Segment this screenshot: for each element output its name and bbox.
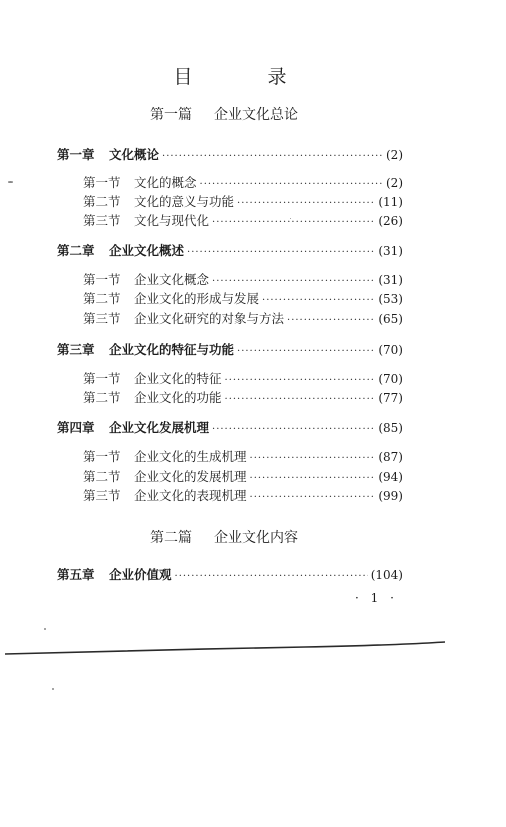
toc-entry-chapter[interactable]: [57, 342, 403, 360]
dot-leader: [250, 490, 376, 506]
page-number: (85): [378, 421, 403, 435]
section-title: 文化的概念: [134, 175, 197, 190]
dot-leader: [250, 451, 376, 467]
page-number: (70): [378, 343, 403, 357]
part-name: 企业文化内容: [214, 530, 298, 546]
toc-entry-section[interactable]: [83, 469, 403, 487]
section-title: 企业文化研究的对象与方法: [134, 311, 285, 326]
toc-entry-section[interactable]: [83, 194, 403, 212]
chapter-title: 企业文化发展机理: [109, 420, 210, 435]
part-label: 第一篇: [150, 107, 192, 123]
dot-leader: [262, 293, 375, 309]
page-number: (2): [386, 176, 403, 190]
toc-entry-chapter[interactable]: [57, 567, 403, 585]
section-number: 第二节: [83, 291, 121, 306]
section-title: 企业文化的功能: [134, 390, 222, 405]
section-title: 企业文化的发展机理: [134, 469, 247, 484]
section-number: 第二节: [83, 194, 121, 209]
page-number: (65): [378, 312, 403, 326]
toc-entry-section[interactable]: [83, 272, 403, 290]
page-number: (53): [378, 292, 403, 306]
scan-edge-line: [5, 640, 445, 660]
dot-leader: [237, 196, 375, 212]
page-number: (99): [378, 489, 403, 503]
page-number: (87): [378, 450, 403, 464]
dot-leader: [225, 373, 376, 389]
chapter-title: 企业文化概述: [109, 243, 185, 258]
part-heading: [150, 104, 298, 124]
toc-entry-section[interactable]: [83, 488, 403, 506]
page-title: 目 录: [173, 66, 315, 88]
part-heading: [150, 527, 298, 547]
page-number: (31): [378, 273, 403, 287]
section-title: 文化的意义与功能: [134, 194, 235, 209]
dot-leader: [187, 245, 375, 261]
page-number: (94): [378, 470, 403, 484]
section-number: 第一节: [83, 272, 121, 287]
toc-entry-chapter[interactable]: [57, 147, 403, 165]
section-title: 企业文化的表现机理: [134, 488, 247, 503]
chapter-number: 第一章: [57, 147, 95, 162]
toc-entry-section[interactable]: [83, 213, 403, 231]
scan-speck: [52, 688, 54, 690]
chapter-number: 第五章: [57, 567, 95, 582]
section-title: 企业文化的特征: [134, 371, 222, 386]
section-title: 企业文化的生成机理: [134, 449, 247, 464]
toc-entry-section[interactable]: [83, 390, 403, 408]
page-number: (70): [378, 372, 403, 386]
page-number: (77): [378, 391, 403, 405]
part-name: 企业文化总论: [214, 107, 298, 123]
section-title: 企业文化概念: [134, 272, 210, 287]
section-number: 第三节: [83, 488, 121, 503]
dot-leader: [200, 177, 383, 193]
page-number: (11): [378, 195, 403, 209]
toc-entry-section[interactable]: [83, 311, 403, 329]
dot-leader: [237, 344, 375, 360]
scan-speck: [290, 218, 291, 219]
chapter-number: 第三章: [57, 342, 95, 357]
dot-leader: [287, 313, 375, 329]
dot-leader: [212, 274, 375, 290]
dot-leader: [162, 149, 383, 165]
section-title: 文化与现代化: [134, 213, 210, 228]
chapter-number: 第二章: [57, 243, 95, 258]
section-number: 第一节: [83, 175, 121, 190]
toc-entry-chapter[interactable]: [57, 420, 403, 438]
dot-leader: [212, 215, 375, 231]
toc-entry-section[interactable]: [83, 175, 403, 193]
section-number: 第三节: [83, 213, 121, 228]
toc-entry-section[interactable]: [83, 291, 403, 309]
dot-leader: [250, 471, 376, 487]
section-title: 企业文化的形成与发展: [134, 291, 260, 306]
dot-leader: [175, 569, 368, 585]
scan-speck: [44, 628, 46, 630]
dot-leader: [212, 422, 375, 438]
page-number: (31): [378, 244, 403, 258]
section-number: 第二节: [83, 469, 121, 484]
chapter-number: 第四章: [57, 420, 95, 435]
dot-leader: [225, 392, 376, 408]
toc-entry-section[interactable]: [83, 371, 403, 389]
section-number: 第一节: [83, 371, 121, 386]
toc-entry-chapter[interactable]: [57, 243, 403, 261]
scan-speck: [8, 181, 13, 183]
chapter-title: 文化概论: [109, 147, 160, 162]
section-number: 第二节: [83, 390, 121, 405]
page-number: (104): [370, 568, 403, 582]
chapter-title: 企业价值观: [109, 567, 172, 582]
page-number: (26): [378, 214, 403, 228]
page-number: (2): [386, 148, 403, 162]
toc-entry-section[interactable]: [83, 449, 403, 467]
chapter-title: 企业文化的特征与功能: [109, 342, 235, 357]
section-number: 第三节: [83, 311, 121, 326]
page-folio: · 1 ·: [355, 591, 398, 605]
section-number: 第一节: [83, 449, 121, 464]
part-label: 第二篇: [150, 530, 192, 546]
